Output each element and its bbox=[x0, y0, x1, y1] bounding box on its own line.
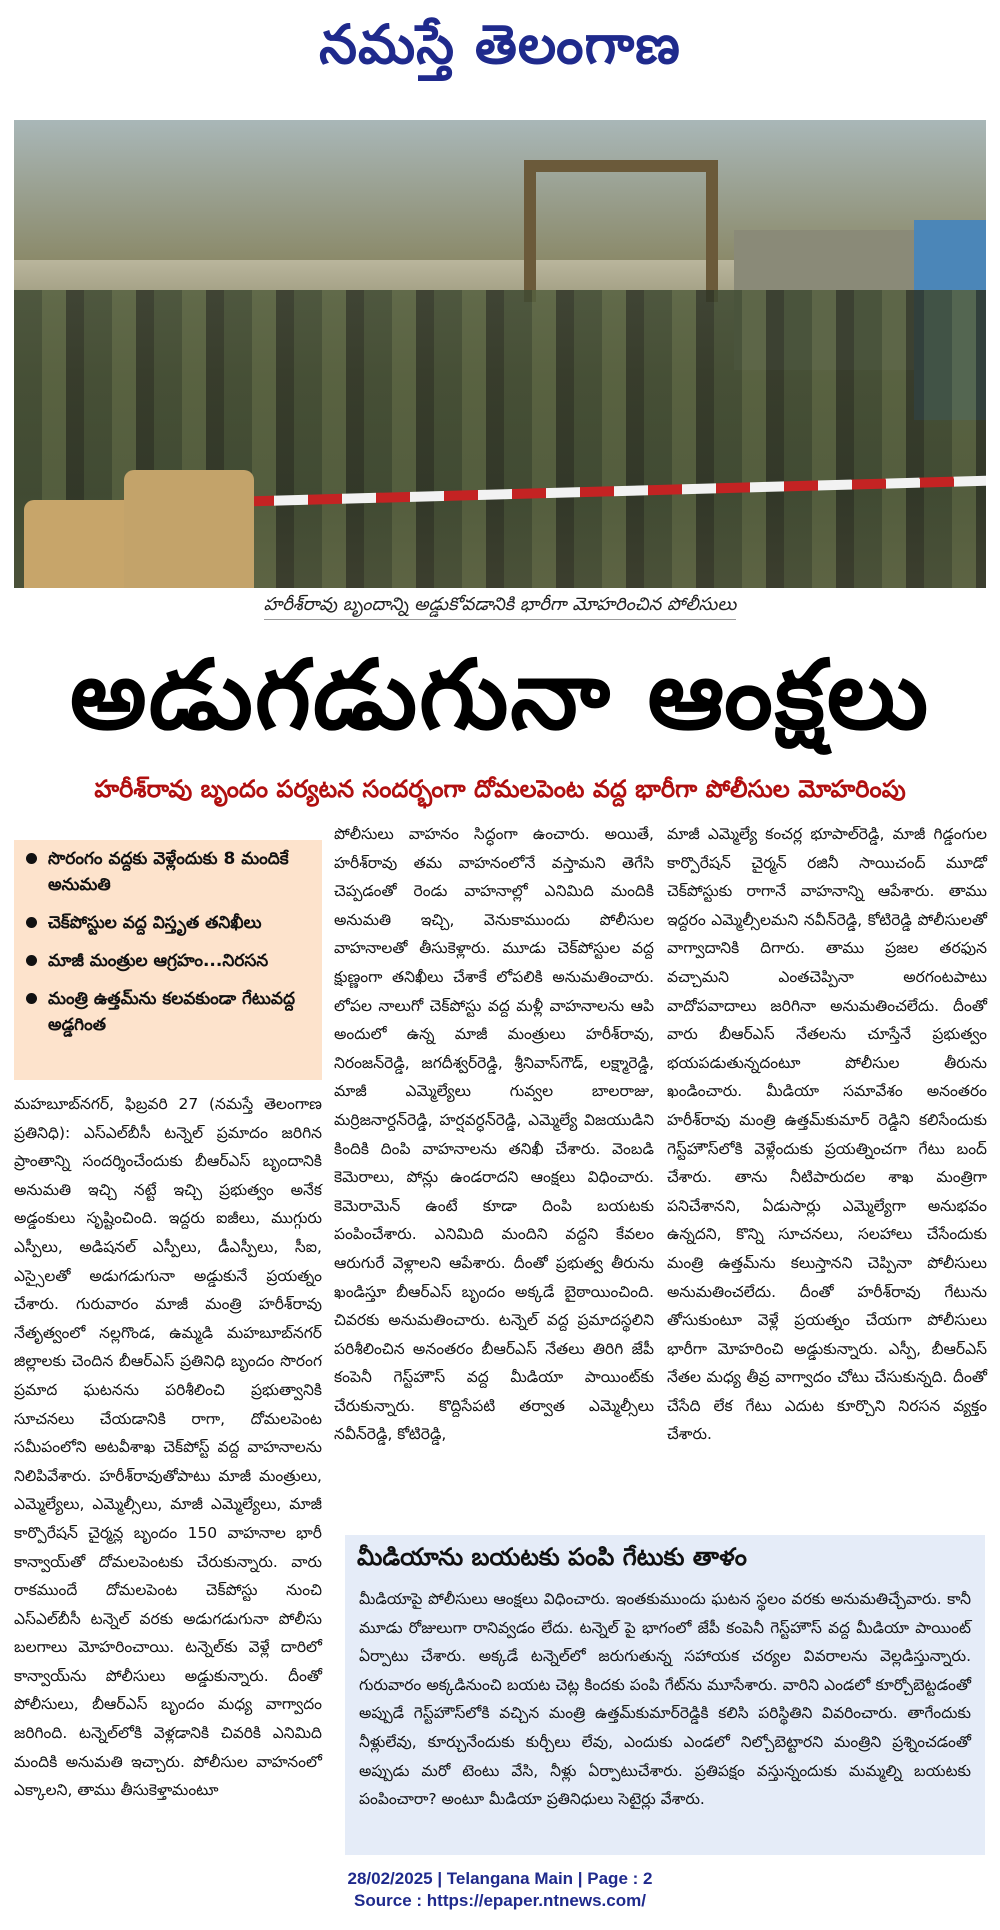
bullet-icon bbox=[26, 993, 37, 1004]
highlight-item: మంత్రి ఉత్తమ్‌ను కలవకుండా గేటువద్ద అడ్డగింత bbox=[14, 980, 322, 1044]
highlight-item: సొరంగం వద్దకు వెళ్లేందుకు 8 మందికే అనుమతి bbox=[14, 840, 322, 904]
sidebar-box bbox=[345, 1535, 985, 1855]
sidebar-title: మీడియాను బయటకు పంపి గేటుకు తాళం bbox=[357, 1543, 747, 1571]
highlights-box bbox=[14, 840, 322, 1080]
photo-caption: హరీశ్‌రావు బృందాన్ని అడ్డుకోవడానికి భారీగా మోహరించిన పోలీసులు bbox=[264, 594, 737, 620]
sidebar-text: మీడియాపై పోలీసులు ఆంక్షలు విధించారు. ఇంతకుముందు ఘటన స్థలం వరకు అనుమతిచ్చేవారు. కానీ మూడు రోజులుగా రానివ్వడం లేదు. టన్నెల్ పై భాగంలో జేపీ కంపెనీ గెస్ట్‌హౌస్ వద్ద మీడియా పాయింట్ ఏర్పాటు చేశారు. అక్కడే టన్నెల్‌లో జరుగుతున్న సహాయక చర్యల వివరాలను వెల్లడిస్తున్నారు. గురువారం అక్కడినుంచి బయట చెట్ల కిందకు పంపి గేట్‌ను మూసేశారు. వారిని ఎండలో కూర్చోబెట్టడంతో అప్పుడే గెస్ట్‌హౌస్‌లోకి వచ్చిన మంత్రి ఉత్తమ్‌కుమార్‌రెడ్డికి కలిసి పరిస్థితిని వివరించారు. తాగేందుకు నీళ్లులేవు, కూర్చునేందుకు కుర్చీలు లేవు, ఎందుకు ఎండలో నిల్చోబెట్టారని మంత్రిని ప్రశ్నించడంతో అప్పుడు మరో టెంటు వేసి, నీళ్లు ఏర్పాటుచేశారు. ప్రతిపక్షం వస్తున్నందుకు మమ్మల్ని బయటకు పంపించారా? అంటూ మీడియా ప్రతినిధులు సెటైర్లు వేశారు. bbox=[359, 1590, 971, 1809]
footer-edition-info: 28/02/2025 | Telangana Main | Page : 2 bbox=[347, 1869, 653, 1888]
footer-source-link[interactable]: Source : https://epaper.ntnews.com/ bbox=[354, 1891, 646, 1910]
highlight-item: మాజీ మంత్రుల ఆగ్రహం...నిరసన bbox=[14, 942, 322, 980]
highlight-item: చెక్‌పోస్టుల వద్ద విస్తృత తనిఖీలు bbox=[14, 904, 322, 942]
article-column-2: పోలీసులు వాహనం సిద్ధంగా ఉంచారు. అయితే, హరీశ్‌రావు తమ వాహనంలోనే వస్తామని తెగేసి చెప్పడంతో రెండు వాహనాల్లో ఎనిమిది మందికి అనుమతి ఇచ్చి, వెనుకాముందు పోలీసుల వాహనాలతో తీసుకెళ్లారు. మూడు చెక్‌పోస్టుల వద్ద క్షుణ్ణంగా తనిఖీలు చేశాకే లోపలికి అనుమతించారు. లోపల నాలుగో చెక్‌పోస్టు వద్ద మళ్లీ వాహనాలను ఆపి అందులో ఉన్న మాజీ మంత్రులు హరీశ్‌రావు, నిరంజన్‌రెడ్డి, జగదీశ్వర్‌రెడ్డి, శ్రీనివాస్‌గౌడ్, లక్ష్మారెడ్డి, మాజీ ఎమ్మెల్యేలు గువ్వల బాలరాజు, మర్రిజనార్దన్‌రెడ్డి, హర్షవర్ధన్‌రెడ్డి, ఎమ్మెల్యే విజయుడిని కిందికి దింపి వాహనాలను తనిఖీ చేశారు. వెంబడి కెమెరాలు, పోన్లు ఉండరాదని ఆంక్షలు విధించారు. కెమెరామెన్ ఉంటే కూడా దింపి బయటకు పంపించేశారు. ఎనిమిది మందిని వద్దని కేవలం ఆరుగురే వెళ్లాలని ఆపేశారు. దీంతో ప్రభుత్వ తీరును ఖండిస్తూ బీఆర్‌ఎస్ బృందం అక్కడే బైఠాయించింది. చివరకు అనుమతించారు. టన్నెల్ వద్ద ప్రమాదస్థలిని పరిశీలించిన అనంతరం బీఆర్‌ఎస్ నేతలు తిరిగి జేపీ కంపెనీ గెస్ట్‌హౌస్ వద్ద మీడియా పాయింట్‌కు చేరుకున్నారు. కొద్దిసేపటి తర్వాత ఎమ్మెల్సీలు నవీన్‌రెడ్డి, కోటిరెడ్డి, bbox=[334, 825, 654, 1444]
article-column-1: మహబూబ్‌నగర్, ఫిబ్రవరి 27 (నమస్తే తెలంగాణ ప్రతినిధి): ఎస్‌ఎల్‌బీసీ టన్నెల్ ప్రమాదం జరిగిన ప్రాంతాన్ని సందర్శించేందుకు బీఆర్‌ఎస్ బృందానికి అనుమతి ఇచ్చి నట్టే ఇచ్చి ప్రభుత్వం అనేక అడ్డంకులు సృష్టించింది. ఇద్దరు ఐజీలు, ముగ్గురు ఎస్పీలు, అడిషనల్ ఎస్పీలు, డీఎస్పీలు, సీఐ, ఎస్సైలతో అడుగడుగునా అడ్డుకునే ప్రయత్నం చేశారు. గురువారం మాజీ మంత్రి హరీశ్‌రావు నేతృత్వంలో నల్లగొండ, ఉమ్మడి మహబూబ్‌నగర్ జిల్లాలకు చెందిన బీఆర్‌ఎస్ ప్రతినిధి బృందం సొరంగ ప్రమాద ఘటనను పరిశీలించి ప్రభుత్వానికి సూచనలు చేయడానికి రాగా, దోమలపెంట సమీపంలోని అటవీశాఖ చెక్‌పోస్ట్ వద్ద వాహనాలను నిలిపివేశారు. హరీశ్‌రావుతోపాటు మాజీ మంత్రులు, ఎమ్మెల్యేలు, ఎమ్మెల్సీలు, మాజీ ఎమ్మెల్యేలు, మాజీ కార్పొరేషన్ చైర్మన్ల బృందం 150 వాహనాల భారీ కాన్వాయ్‌తో దోమలపెంటకు చేరుకున్నారు. వారు రాకముందే దోమలపెంట చెక్‌పోస్టు నుంచి ఎస్‌ఎల్‌బీసీ టన్నెల్ వరకు అడుగడుగునా పోలీసు బలగాలు మోహరించాయి. టన్నెల్‌కు వెళ్లే దారిలో కాన్వాయ్‌ను పోలీసులు అడ్డుకున్నారు. దీంతో పోలీసులు, బీఆర్‌ఎస్ బృందం మధ్య వాగ్వాదం జరిగింది. టన్నెల్‌లోకి వెళ్లడానికి చివరికి ఎనిమిది మందికి అనుమతి ఇచ్చారు. పోలీసుల వాహనంలో ఎక్కాలని, తాము తీసుకెళ్తామంటూ bbox=[14, 1095, 322, 1800]
photo-officer bbox=[124, 470, 254, 588]
photo-gate bbox=[524, 160, 718, 302]
news-photo bbox=[14, 120, 986, 588]
headline: అడుగడుగునా ఆంక్షలు bbox=[69, 639, 931, 751]
bullet-icon bbox=[26, 853, 37, 864]
subheadline: హరీశ్‌రావు బృందం పర్యటన సందర్భంగా దోమలపెంట వద్ద భారీగా పోలీసుల మోహరింపు bbox=[94, 775, 906, 803]
newspaper-logo: నమస్తే తెలంగాణ bbox=[319, 12, 681, 76]
photo-caption-bar bbox=[14, 590, 986, 624]
page-footer bbox=[0, 1868, 1000, 1912]
article-column-3: మాజీ ఎమ్మెల్యే కంచర్ల భూపాల్‌రెడ్డి, మాజీ గిడ్డంగుల కార్పొరేషన్ చైర్మన్ రజినీ సాయిచంద్ మూడో చెక్‌పోస్టుకు రాగానే వాహనాన్ని ఆపేశారు. తాము ఇద్దరం ఎమ్మెల్సీలమని నవీన్‌రెడ్డి, కోటిరెడ్డి పోలీసులతో వాగ్వాదానికి దిగారు. తాము ప్రజల తరఫున వచ్చామని ఎంతచెప్పినా అరగంటపాటు వాదోపవాదాలు జరిగినా అనుమతించలేదు. దీంతో వారు బీఆర్‌ఎస్ నేతలను చూస్తేనే ప్రభుత్వం భయపడుతున్నదంటూ పోలీసుల తీరును ఖండించారు. మీడియా సమావేశం అనంతరం హరీశ్‌రావు మంత్రి ఉత్తమ్‌కుమార్ రెడ్డిని కలిసేందుకు గెస్ట్‌హౌస్‌లోకి వెళ్లేందుకు ప్రయత్నించగా గేటు బంద్ చేశారు. తాను నీటిపారుదల శాఖ మంత్రిగా పనిచేశానని, ఏడుసార్లు ఎమ్మెల్యేగా అనుభవం ఉన్నదని, కొన్ని సూచనలు, సలహాలు చేసేందుకు మంత్రి ఉత్తమ్‌ను కలుస్తానని చెప్పినా పోలీసులు అనుమతించలేదు. దీంతో హరీశ్‌రావు గేటును తోసుకుంటూ వెళ్లే ప్రయత్నం చేయగా పోలీసులు భారీగా మోహరించి అడ్డుకున్నారు. ఎస్పీ, బీఆర్‌ఎస్ నేతల మధ్య తీవ్ర వాగ్వాదం చోటు చేసుకున్నది. దీంతో చేసేది లేక గేటు ఎదుట కూర్చొని నిరసన వ్యక్తం చేశారు. bbox=[667, 825, 987, 1444]
bullet-icon bbox=[26, 917, 37, 928]
bullet-icon bbox=[26, 955, 37, 966]
masthead bbox=[0, 0, 1000, 95]
